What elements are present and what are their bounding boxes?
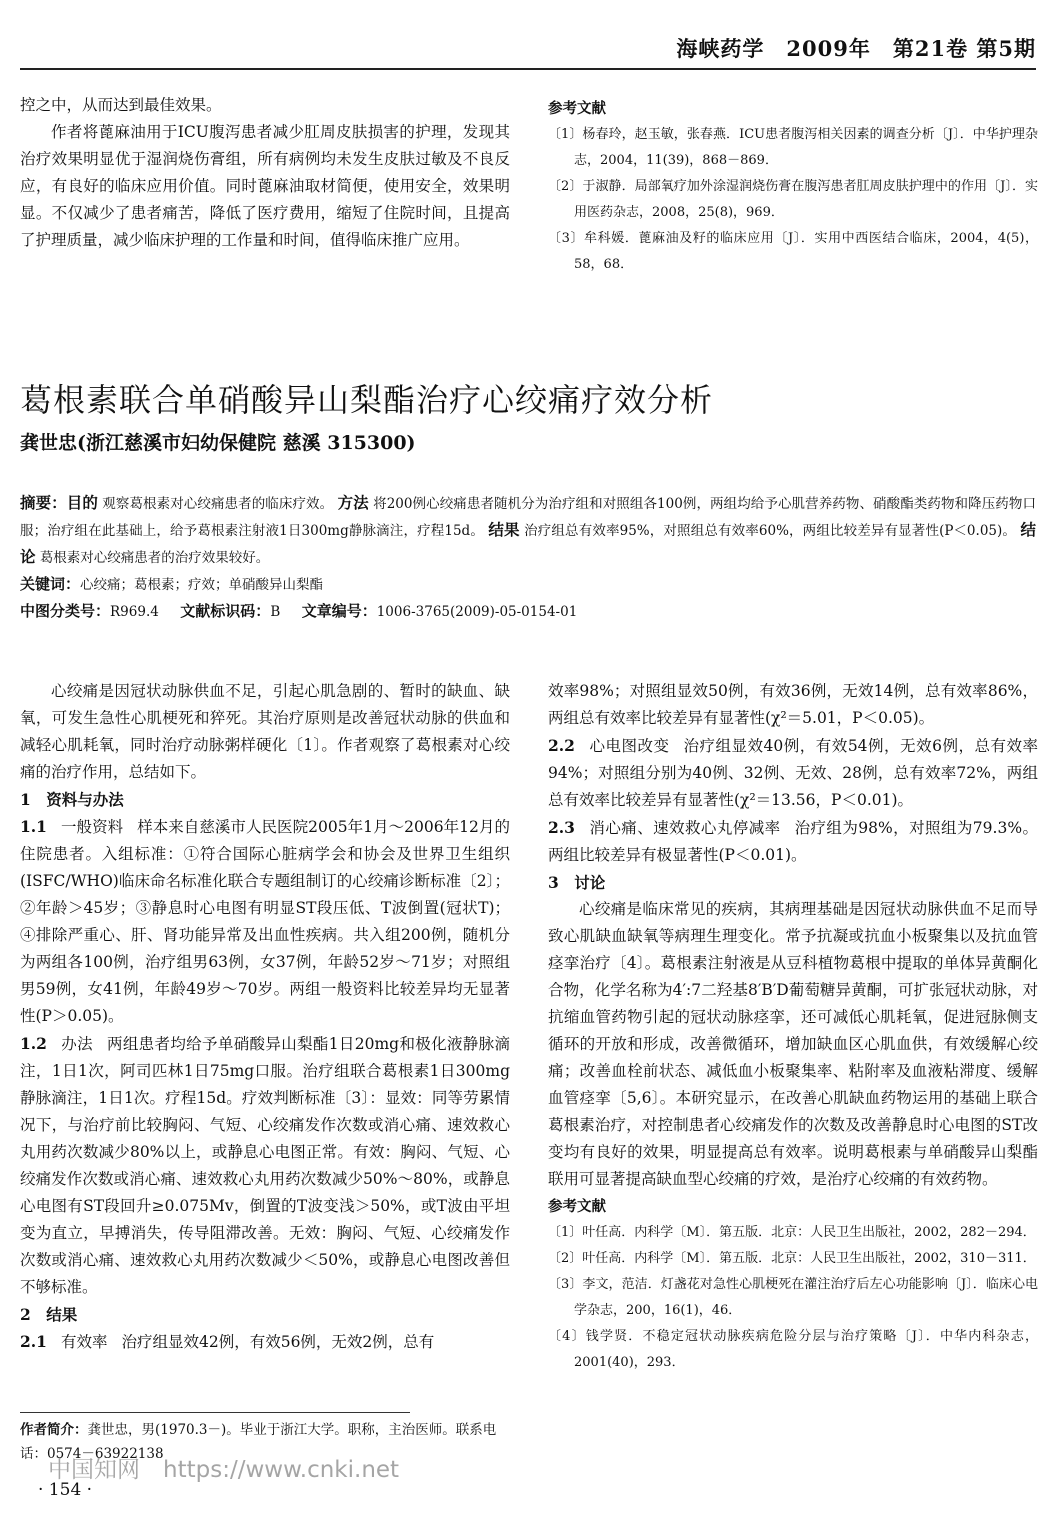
intro-paragraph: 心绞痛是因冠状动脉供血不足，引起心肌急剧的、暂时的缺血、缺氧，可发生急性心肌梗死和猝死。其治疗原则是改善冠状动脉的供血和减轻心肌耗氧，同时治疗动脉粥样硬化〔1〕。作者观察了葛根素对心绞痛的治疗作用，总结如下。: [20, 682, 510, 781]
references-heading: 参考文献: [548, 1198, 606, 1215]
reference-item: 〔1〕杨春玲，赵玉敏，张春燕．ICU患者腹泻相关因素的调查分析〔J〕．中华护理杂志，2004，11(39)，868－869．: [548, 127, 1038, 168]
prev-paragraph: 控之中，从而达到最佳效果。: [20, 96, 222, 114]
reference-item: 〔3〕李文，范洁．灯盏花对急性心肌梗死在灌注治疗后左心功能影响〔J〕．临床心电学杂志，200，16(1)，46．: [548, 1277, 1038, 1318]
subsection-text: 两组患者均给予单硝酸异山梨酯1日20mg和极化液静脉滴注，1日1次，阿司匹林1日75mg口服。治疗组联合葛根素1日300mg静脉滴注，1日1次。疗程15d。疗效判断标准〔3〕：显效：同等劳累情况下，与治疗前比较胸闷、气短、心绞痛发作次数或消心痛、速效救心丸用药次数减少80%以上，或静息心电图正常。有效：胸闷、气短、心绞痛发作次数或消心痛、速效救心丸用药次数减少50%～80%，或静息心电图有ST段回升≥0.075Mv，倒置的T波变浅＞50%，或T波由平坦变为直立，早搏消失，传导阻滞改善。无效：胸闷、气短、心绞痛发作次数或消心痛、速效救心丸用药次数减少＜50%，或静息心电图改善但不够标准。: [20, 1035, 510, 1296]
section-heading: 2 结果: [20, 1305, 78, 1324]
reference-item: 〔3〕牟科媛．蓖麻油及籽的临床应用〔J〕．实用中西医结合临床，2004，4(5)，58，68．: [548, 231, 1038, 272]
keywords-line: [20, 571, 1036, 598]
footnote-divider: [20, 1412, 410, 1413]
reference-item: 〔1〕叶任高．内科学〔M〕．第五版．北京：人民卫生出版社，2002，282－294．: [548, 1225, 1036, 1240]
clc-value: R969.4: [110, 604, 159, 620]
keywords-label: 关键词：: [20, 575, 81, 593]
abstract-method: 将200例心绞痛患者随机分为治疗组和对照组各100例，两组均给予心肌营养药物、硝酸酯类药物和降压药物口服；治疗组在此基础上，给予葛根素注射液1日300mg静脉滴注，疗程15d。: [20, 496, 1036, 539]
reference-item: 〔2〕于淑静．局部氧疗加外涂湿润烧伤膏在腹泻患者肛周皮肤护理中的作用〔J〕．实用医药杂志，2008，25(8)，969．: [548, 179, 1038, 220]
subsection-text: 治疗组显效42例，有效56例，无效2例，总有: [121, 1333, 435, 1351]
results-continued: 效率98%；对照组显效50例，有效36例，无效14例，总有效率86%，两组总有效率比较差异有显著性(χ²＝5.01，P＜0.05)。: [548, 682, 1038, 727]
abstract-conclusion-label: 结论: [20, 520, 1036, 566]
article-left-column: [20, 678, 510, 1356]
abstract-result-label: 结果: [488, 520, 520, 539]
subsection-text: 治疗组显效40例，有效54例，无效6例，总有效率94%；对照组分别为40例、32例、无效、28例，总有效率72%，两组总有效率比较差异有显著性(χ²＝13.56，P＜0.01)。: [548, 737, 1038, 809]
article-no-value: 1006-3765(2009)-05-0154-01: [376, 604, 578, 620]
article-right-column: [548, 678, 1038, 1376]
discussion-paragraph: 心绞痛是临床常见的疾病，其病理基础是因冠状动脉供血不足而导致心肌缺血缺氧等病理生理变化。常予抗凝或抗血小板聚集以及抗血管痉挛治疗〔4〕。葛根素注射液是从豆科植物葛根中提取的单体异黄酮化合物，化学名称为4′:7二羟基8′B′D葡萄糖异黄酮，可扩张冠状动脉，对抗缩血管药物引起的冠状动脉痉挛，还可减低心肌耗氧，促进冠脉侧支循环的开放和形成，改善微循环，增加缺血区心肌血供，有效缓解心绞痛；改善血栓前状态、减低血小板聚集率、粘附率及血液粘滞度、缓解血管痉挛〔5,6〕。本研究显示，在改善心肌缺血药物运用的基础上联合葛根素治疗，对控制患者心绞痛发作的次数及改善静息时心电图的ST改变均有良好的效果，明显提高总有效率。说明葛根素与单硝酸异山梨酯联用可显著提高缺血型心绞痛的疗效，是治疗心绞痛的有效药物。: [548, 900, 1038, 1188]
subsection-number: 1.2: [20, 1034, 47, 1053]
abstract-label: 摘要：: [20, 493, 67, 512]
doc-code-value: B: [270, 604, 281, 620]
abstract-purpose-label: 目的: [66, 493, 98, 512]
cnki-watermark: 中国知网 https://www.cnki.net: [48, 1457, 400, 1483]
footnote-text: 龚世忠，男(1970.3－)。毕业于浙江大学。职称，主治医师。联系电话：0574－63922138: [20, 1422, 497, 1462]
subsection-title: 有效率: [60, 1333, 108, 1351]
subsection-title: 办法: [60, 1035, 93, 1053]
keywords: 心绞痛；葛根素；疗效；单硝酸异山梨酯: [80, 577, 324, 593]
section-heading: 3 讨论: [548, 873, 606, 892]
article-author: 龚世忠(浙江慈溪市妇幼保健院 慈溪 315300): [20, 432, 416, 454]
article-no-label: 文章编号：: [301, 602, 377, 620]
prev-article-left-column: [20, 92, 510, 254]
section-heading: 1 资料与办法: [20, 790, 124, 809]
subsection-title: 心电图改变: [588, 737, 670, 755]
abstract-result: 治疗组总有效率95%，对照组总有效率60%，两组比较差异有显著性(P＜0.05)。: [524, 523, 1017, 539]
abstract-conclusion: 葛根素对心绞痛患者的治疗效果较好。: [39, 550, 270, 566]
footnote-label: 作者简介：: [20, 1422, 88, 1438]
subsection-text: 样本来自慈溪市人民医院2005年1月～2006年12月的住院患者。入组标准：①符合国际心脏病学会和协会及世界卫生组织(ISFC/WHO)临床命名标准化联合专题组制订的心绞痛诊断标准〔2〕；②年龄＞45岁；③静息时心电图有明显ST段压低、T波倒置(冠状T)；④排除严重心、肝、肾功能异常及出血性疾病。共入组200例，随机分为两组各100例，治疗组男63例，女37例，年龄52岁～71岁；对照组男59例，女41例，年龄49岁～70岁。两组一般资料比较差异均无显著性(P＞0.05)。: [20, 818, 510, 1025]
article-title: 葛根素联合单硝酸异山梨酯治疗心绞痛疗效分析: [20, 381, 714, 419]
references-heading: 参考文献: [548, 100, 606, 117]
subsection-title: 一般资料: [60, 818, 124, 836]
abstract-text: [20, 490, 1036, 571]
subsection-number: 2.2: [548, 736, 575, 755]
subsection-text: 治疗组为98%，对照组为79.3%。两组比较差异有极显著性(P＜0.01)。: [548, 819, 1038, 864]
subsection-number: 1.1: [20, 817, 47, 836]
journal-header-text: 海峡药学 2009年 第21卷 第5期: [676, 36, 1036, 61]
clc-label: 中图分类号：: [20, 602, 111, 620]
classification-line: [20, 598, 1036, 625]
abstract-block: [20, 490, 1036, 625]
subsection-title: 消心痛、速效救心丸停减率: [588, 819, 781, 837]
page-number: · 154 ·: [38, 1480, 93, 1500]
doc-code-label: 文献标识码：: [180, 602, 271, 620]
abstract-purpose: 观察葛根素对心绞痛患者的临床疗效。: [102, 496, 334, 512]
prev-article-references: [548, 95, 1038, 278]
reference-item: 〔4〕钱学贤．不稳定冠状动脉疾病危险分层与治疗策略〔J〕．中华内科杂志，2001(40)，293．: [548, 1329, 1038, 1370]
subsection-number: 2.3: [548, 818, 575, 837]
journal-header: [20, 30, 1036, 70]
subsection-number: 2.1: [20, 1332, 47, 1351]
abstract-method-label: 方法: [337, 493, 369, 512]
prev-paragraph: 作者将蓖麻油用于ICU腹泻患者减少肛周皮肤损害的护理，发现其治疗效果明显优于湿润烧伤膏组，所有病例均未发生皮肤过敏及不良反应，有良好的临床应用价值。同时蓖麻油取材简便，使用安全，效果明显。不仅减少了患者痛苦，降低了医疗费用，缩短了住院时间，且提高了护理质量，减少临床护理的工作量和时间，值得临床推广应用。: [20, 123, 510, 249]
reference-item: 〔2〕叶任高．内科学〔M〕．第五版．北京：人民卫生出版社，2002，310－311．: [548, 1251, 1036, 1266]
